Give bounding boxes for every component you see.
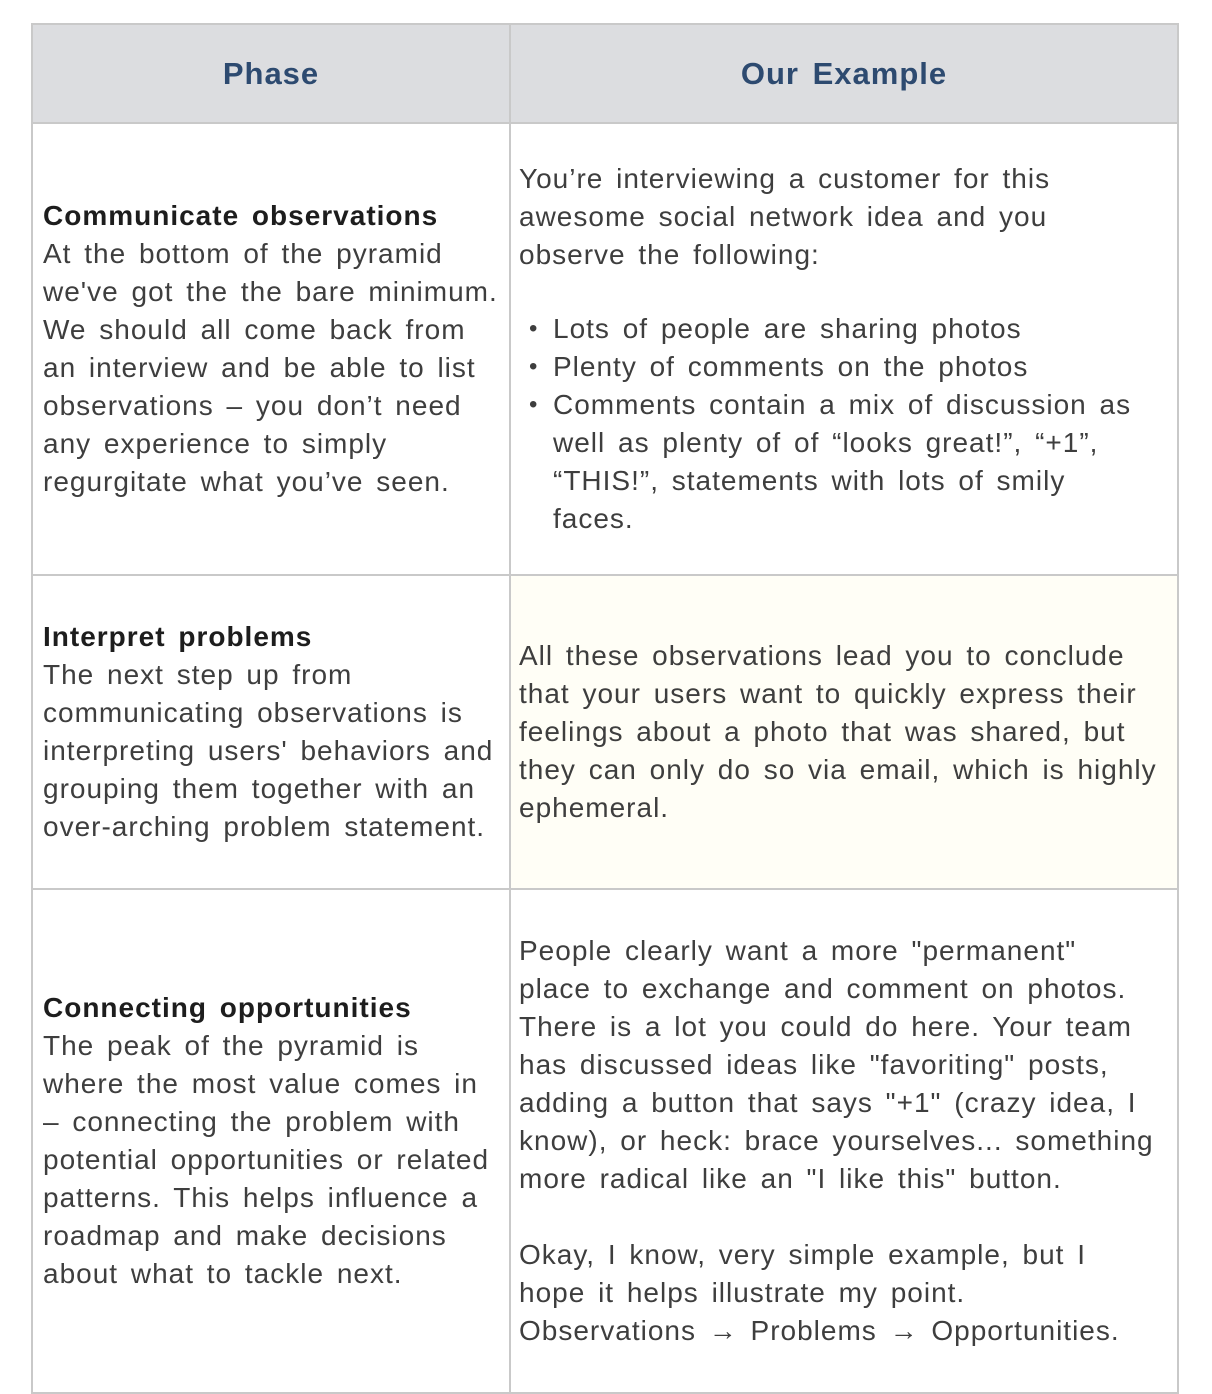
phase-cell-connecting-opportunities	[32, 889, 510, 1393]
phase-cell-interpret-problems	[32, 575, 510, 889]
table-row-interpret-problems	[32, 575, 1178, 889]
example-cell-connecting-opportunities	[510, 889, 1178, 1393]
list-item-text: Plenty of comments on the photos	[553, 351, 1029, 382]
example-paragraph: All these observations lead you to conclude that your users want to quickly express their feelings about a photo that was shared, but they can only do so via email, which is highly ephemeral.	[519, 640, 1157, 823]
column-header-our-example: Our Example	[510, 24, 1178, 123]
list-item	[519, 386, 1159, 538]
table-row-connecting-opportunities	[32, 889, 1178, 1393]
bullet-icon: •	[529, 315, 539, 342]
example-cell-interpret-problems	[510, 575, 1178, 889]
list-item-text: Lots of people are sharing photos	[553, 313, 1022, 344]
phase-title: Interpret problems	[43, 621, 313, 652]
table-header-row	[32, 24, 1178, 123]
closing-line: Okay, I know, very simple example, but I hope it helps illustrate my point.	[519, 1239, 1087, 1308]
example-closing	[519, 1236, 1159, 1350]
phase-description: At the bottom of the pyramid we've got the the bare minimum. We should all come back from an interview and be able to list observations – you don’t need any experience to simply regurgitate what you’ve seen.	[43, 238, 498, 497]
example-cell-communicate-observations	[510, 123, 1178, 575]
phase-example-table	[31, 23, 1179, 1394]
column-header-phase: Phase	[32, 24, 510, 123]
phase-cell-communicate-observations	[32, 123, 510, 575]
phase-description: The next step up from communicating observations is interpreting users' behaviors and grouping them together with an over-arching problem statement.	[43, 659, 494, 842]
phase-title: Communicate observations	[43, 200, 439, 231]
list-item	[519, 348, 1159, 386]
phase-description: The peak of the pyramid is where the most value comes in – connecting the problem with potential opportunities or related patterns. This helps influence a roadmap and make decisions about what to tackle next.	[43, 1030, 490, 1289]
list-item	[519, 310, 1159, 348]
bullet-icon: •	[529, 391, 539, 418]
example-paragraph: People clearly want a more "permanent" place to exchange and comment on photos. There is a lot you could do here. Your team has discussed ideas like "favoriting" posts, adding a button that says "+1" (crazy idea, I know), or heck: brace yourselves... something more radical like an "I like this" button.	[519, 935, 1154, 1194]
observation-list	[519, 310, 1159, 538]
phase-title: Connecting opportunities	[43, 992, 412, 1023]
example-intro: You’re interviewing a customer for this awesome social network idea and you observe the following:	[519, 163, 1051, 270]
bullet-icon: •	[529, 353, 539, 380]
list-item-text: Comments contain a mix of discussion as well as plenty of of “looks great!”, “+1”, “THIS!”, statements with lots of smily faces.	[553, 389, 1132, 534]
table-row-communicate-observations	[32, 123, 1178, 575]
closing-line-flow: Observations → Problems → Opportunities.	[519, 1315, 1120, 1346]
